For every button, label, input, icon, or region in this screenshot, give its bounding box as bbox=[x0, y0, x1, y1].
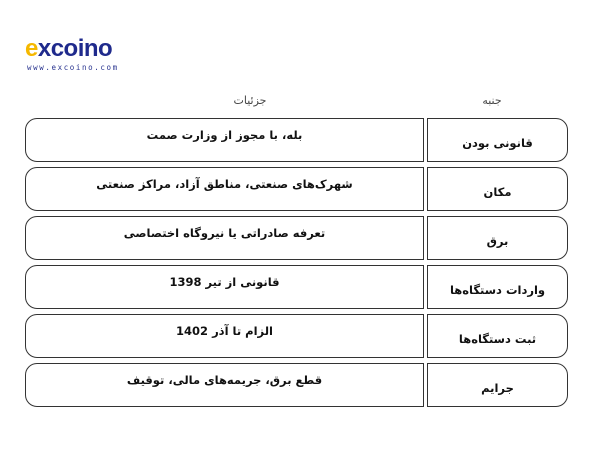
logo-bitcoin-e-icon: e bbox=[25, 35, 38, 62]
table-row bbox=[25, 216, 568, 260]
aspect-cell: برق bbox=[427, 216, 568, 260]
logo-url: www.excoino.com bbox=[27, 63, 119, 72]
excoino-logo bbox=[25, 37, 119, 72]
aspect-cell: مکان bbox=[427, 167, 568, 211]
table-row bbox=[25, 363, 568, 407]
comparison-table bbox=[25, 118, 568, 412]
aspect-cell: ثبت دستگاه‌ها bbox=[427, 314, 568, 358]
detail-cell: قانونی از تیر 1398 bbox=[25, 265, 424, 309]
table-row bbox=[25, 314, 568, 358]
header-detail: جزئیات bbox=[233, 94, 267, 107]
logo-wordmark: excoino bbox=[25, 35, 113, 62]
header-aspect: جنبه bbox=[482, 94, 502, 107]
aspect-cell: قانونی بودن bbox=[427, 118, 568, 162]
detail-cell: تعرفه صادراتی یا نیروگاه اختصاصی bbox=[25, 216, 424, 260]
detail-cell: الزام تا آذر 1402 bbox=[25, 314, 424, 358]
table-row bbox=[25, 118, 568, 162]
table-row bbox=[25, 265, 568, 309]
aspect-cell: واردات دستگاه‌ها bbox=[427, 265, 568, 309]
detail-cell: قطع برق، جریمه‌های مالی، توقیف bbox=[25, 363, 424, 407]
detail-cell: شهرک‌های صنعتی، مناطق آزاد، مراکز صنعتی bbox=[25, 167, 424, 211]
table-row bbox=[25, 167, 568, 211]
detail-cell: بله، با مجوز از وزارت صمت bbox=[25, 118, 424, 162]
aspect-cell: جرایم bbox=[427, 363, 568, 407]
